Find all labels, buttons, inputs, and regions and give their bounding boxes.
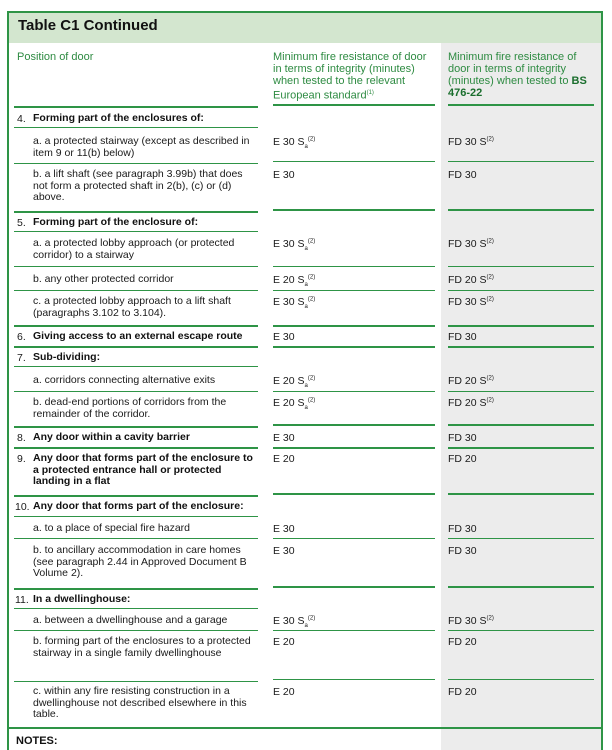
row-rule <box>273 630 435 631</box>
section-title: Forming part of the enclosures of: <box>33 112 204 124</box>
section-rule <box>273 325 435 327</box>
eu-value <box>273 274 315 288</box>
section-rule <box>14 495 258 497</box>
section-rule <box>14 346 258 348</box>
note-2: (2) <box>486 615 494 622</box>
notes-heading: NOTES: <box>16 735 58 747</box>
eu-value: E 20 <box>273 686 295 698</box>
section-number: 11. <box>15 594 29 606</box>
bs-value: FD 30 <box>448 523 477 535</box>
bs-value <box>448 397 494 409</box>
row-rule <box>14 366 258 367</box>
bs-value-text: FD 30 S <box>448 615 487 627</box>
eu-value-text: E 20 S <box>273 274 305 286</box>
header-position-of-door: Position of door <box>17 51 94 63</box>
row-text: a. a protected lobby approach (or protected corridor) to a stairway <box>33 237 235 261</box>
eu-value-text: E 30 S <box>273 238 305 250</box>
section-number: 6. <box>17 331 26 343</box>
row-rule <box>14 231 258 232</box>
eu-value: E 20 <box>273 453 295 465</box>
note-2: (2) <box>486 238 494 245</box>
row-text: a. to a place of special fire hazard <box>33 522 191 534</box>
row-rule <box>273 266 435 267</box>
eu-value-text: E 30 S <box>273 136 305 148</box>
bs-value <box>448 274 494 286</box>
section-rule <box>448 493 594 495</box>
eu-value: E 30 <box>273 432 295 444</box>
note-2: (2) <box>486 375 494 382</box>
bs-value <box>448 238 494 250</box>
section-rule <box>273 424 435 426</box>
eu-value: E 30 <box>273 169 295 181</box>
header-note-1: (1) <box>366 90 374 96</box>
section-rule <box>448 447 594 449</box>
section-rule <box>14 588 258 590</box>
eu-value-text: E 20 S <box>273 397 305 409</box>
note-2: (2) <box>307 397 316 404</box>
eu-value <box>273 397 315 411</box>
bs-value: FD 30 <box>448 545 477 557</box>
bs-value-text: FD 20 S <box>448 274 487 286</box>
bs-value-text: FD 20 S <box>448 397 487 409</box>
eu-value <box>273 375 315 389</box>
row-rule <box>14 266 258 267</box>
row-text: b. forming part of the enclosures to a protected stairway in a single family dwellinghouse <box>33 635 251 659</box>
row-rule <box>14 127 258 128</box>
section-rule <box>273 346 435 348</box>
eu-value: E 30 <box>273 523 295 535</box>
section-rule <box>14 426 258 428</box>
row-rule <box>448 630 594 631</box>
section-title: In a dwellinghouse: <box>33 593 131 605</box>
row-text: b. dead-end portions of corridors from the remainder of the corridor. <box>33 396 227 420</box>
row-rule <box>14 516 258 517</box>
note-2: (2) <box>307 375 316 382</box>
row-rule <box>273 679 435 680</box>
section-rule <box>448 586 594 588</box>
row-rule <box>448 161 594 162</box>
row-text: b. a lift shaft (see paragraph 3.99b) that does not form a protected shaft in 2(b), (c) or (d) above. <box>33 168 243 203</box>
note-2: (2) <box>307 615 316 622</box>
header-rule <box>14 106 258 108</box>
section-title: Sub-dividing: <box>33 351 101 363</box>
section-rule <box>273 447 435 449</box>
row-rule <box>14 163 258 164</box>
subscript-a: a <box>304 304 308 311</box>
row-text: c. a protected lobby approach to a lift shaft (paragraphs 3.102 to 3.104). <box>33 295 231 319</box>
row-rule <box>14 391 258 392</box>
bs-value <box>448 375 494 387</box>
note-2: (2) <box>486 274 494 281</box>
eu-value-text: E 30 S <box>273 296 305 308</box>
note-2: (2) <box>486 296 494 303</box>
header-bs-code: BS 476-22 <box>448 75 587 99</box>
eu-value <box>273 296 315 310</box>
row-text: a. corridors connecting alternative exits <box>33 374 216 386</box>
eu-value: E 30 <box>273 545 295 557</box>
header-european-text: Minimum fire resistance of door in terms of integrity (minutes) when tested to the relevant European standard <box>273 51 427 102</box>
bs-value: FD 20 <box>448 686 477 698</box>
eu-value <box>273 615 315 629</box>
section-rule <box>14 325 258 327</box>
bs-value: FD 30 <box>448 432 477 444</box>
note-2: (2) <box>307 274 316 281</box>
section-number: 8. <box>17 432 26 444</box>
bs-value-text: FD 30 S <box>448 136 487 148</box>
eu-value-text: E 30 S <box>273 615 305 627</box>
section-title: Any door within a cavity barrier <box>33 431 190 443</box>
row-text: b. any other protected corridor <box>33 273 174 285</box>
bs-value-text: FD 20 S <box>448 375 487 387</box>
row-rule <box>14 290 258 291</box>
bs-value: FD 20 <box>448 453 477 465</box>
bs-value: FD 30 <box>448 169 477 181</box>
subscript-a: a <box>304 144 308 151</box>
eu-value: E 20 <box>273 636 295 648</box>
section-title: Forming part of the enclosure of: <box>33 216 199 228</box>
section-rule <box>273 586 435 588</box>
section-rule <box>448 209 594 211</box>
row-rule <box>273 391 435 392</box>
section-title: Any door that forms part of the enclosure to a protected entrance hall or protected landing in a flat <box>33 452 253 487</box>
section-number: 4. <box>17 113 26 125</box>
row-rule <box>448 679 594 680</box>
row-rule <box>448 290 594 291</box>
section-rule <box>273 493 435 495</box>
note-2: (2) <box>307 136 316 143</box>
row-rule <box>448 391 594 392</box>
note-2: (2) <box>486 397 494 404</box>
bs-value-text: FD 30 S <box>448 238 487 250</box>
table-bottom-rule <box>9 727 601 729</box>
subscript-a: a <box>304 282 308 289</box>
bs-value: FD 20 <box>448 636 477 648</box>
row-rule <box>14 681 258 682</box>
section-rule <box>273 209 435 211</box>
header-bs-text: Minimum fire resistance of door in terms of integrity (minutes) when tested to <box>448 51 577 87</box>
subscript-a: a <box>304 246 308 253</box>
table-title: Table C1 Continued <box>18 17 158 34</box>
row-rule <box>448 538 594 539</box>
note-2: (2) <box>307 296 316 303</box>
row-rule <box>273 538 435 539</box>
section-title: Giving access to an external escape route <box>33 330 243 342</box>
section-number: 9. <box>17 453 26 465</box>
header-rule <box>448 104 594 106</box>
header-european-standard <box>273 51 438 102</box>
eu-value: E 30 <box>273 331 295 343</box>
note-2: (2) <box>486 136 494 143</box>
row-text: a. between a dwellinghouse and a garage <box>33 614 228 626</box>
subscript-a: a <box>304 405 308 412</box>
eu-value-text: E 20 S <box>273 375 305 387</box>
bs-value: FD 30 <box>448 331 477 343</box>
row-text: b. to ancillary accommodation in care homes (see paragraph 2.44 in Approved Document B Volume 2). <box>33 544 247 579</box>
section-rule <box>14 447 258 449</box>
note-2: (2) <box>307 238 316 245</box>
section-number: 10. <box>15 501 30 513</box>
section-rule <box>448 346 594 348</box>
eu-value <box>273 238 315 252</box>
section-number: 5. <box>17 217 26 229</box>
row-text: c. within any fire resisting construction in a dwellinghouse not described elsewhere in this table. <box>33 685 247 720</box>
row-rule <box>273 290 435 291</box>
top-margin <box>0 0 612 11</box>
bs-value <box>448 136 494 148</box>
bs-value <box>448 296 494 308</box>
header-rule <box>273 104 435 106</box>
bs-value <box>448 615 494 627</box>
section-title: Any door that forms part of the enclosure: <box>33 500 244 512</box>
header-bs-standard <box>448 51 598 99</box>
section-rule <box>448 424 594 426</box>
section-rule <box>14 211 258 213</box>
section-rule <box>448 325 594 327</box>
eu-value <box>273 136 315 150</box>
row-text: a. a protected stairway (except as described in item 9 or 11(b) below) <box>33 135 250 159</box>
section-number: 7. <box>17 352 26 364</box>
row-rule <box>448 266 594 267</box>
bs-value-text: FD 30 S <box>448 296 487 308</box>
row-rule <box>14 538 258 539</box>
row-rule <box>14 630 258 631</box>
row-rule <box>14 608 258 609</box>
subscript-a: a <box>304 623 308 630</box>
row-rule <box>273 161 435 162</box>
subscript-a: a <box>304 383 308 390</box>
